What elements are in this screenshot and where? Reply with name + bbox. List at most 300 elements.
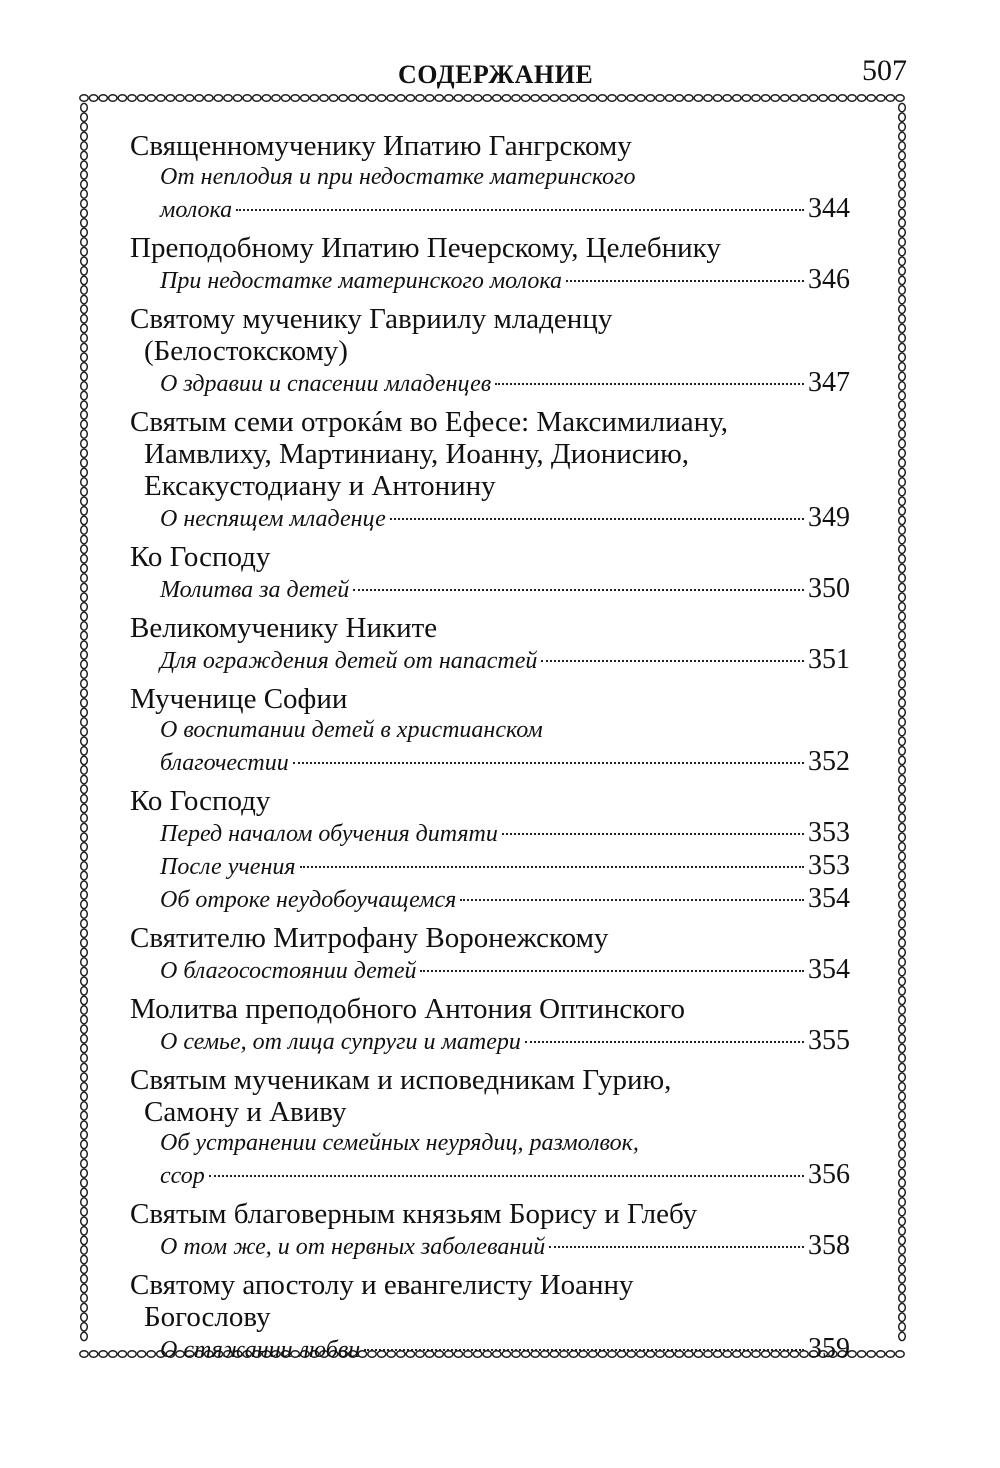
dot-leader [525,1041,804,1043]
border-ring [899,468,906,476]
border-ring [899,1131,906,1139]
border-ring [329,95,337,102]
heading-line: Самону и Авиву [144,1096,347,1128]
toc-item-text: ссор [160,1163,205,1189]
border-ring [233,95,241,102]
toc-item [130,883,850,916]
border-ring [81,833,88,841]
border-ring [81,315,88,323]
border-ring [176,95,184,102]
border-ring [454,95,462,102]
border-ring [899,257,906,265]
entry-heading [130,1269,850,1333]
border-ring [81,900,88,908]
border-ring [771,95,779,102]
toc-item-text: Молитва за детей [160,577,350,603]
border-ring [81,756,88,764]
border-ring [81,641,88,649]
border-ring [81,1207,88,1215]
border-ring [899,113,906,121]
border-ring [358,95,366,102]
border-ring [899,910,906,918]
border-ring [81,1140,88,1148]
border-ring [81,497,88,505]
border-ring [899,833,906,841]
border-ring [685,95,693,102]
border-ring [656,95,664,102]
heading-line: Мученице Софии [130,683,348,715]
border-ring [81,795,88,803]
border-ring [899,987,906,995]
border-ring [637,95,645,102]
border-ring [899,1313,906,1321]
border-ring [81,555,88,563]
border-ring [301,95,309,102]
border-ring [899,843,906,851]
toc-entry [130,922,850,987]
border-ring [877,1351,885,1358]
border-ring [81,1179,88,1187]
border-ring [899,737,906,745]
border-ring [899,1025,906,1033]
border-ring [857,1351,865,1358]
border-ring [81,142,88,150]
border-ring [81,430,88,438]
border-ring [473,95,481,102]
border-ring [899,478,906,486]
border-ring [899,363,906,371]
border-ring [608,95,616,102]
border-ring [368,95,376,102]
entry-heading [130,406,850,502]
border-ring [899,209,906,217]
border-ring [81,996,88,1004]
border-ring [81,1121,88,1129]
border-ring [899,718,906,726]
dot-leader [541,660,804,662]
border-ring [899,1073,906,1081]
border-ring [81,1111,88,1119]
toc-page-number: 344 [808,193,850,224]
border-ring [81,372,88,380]
border-ring [397,95,405,102]
border-ring [349,95,357,102]
border-ring [81,1188,88,1196]
border-ring [81,363,88,371]
border-ring [752,95,760,102]
border-ring [81,1159,88,1167]
border-ring [899,1179,906,1187]
border-ring [81,871,88,879]
border-ring [899,526,906,534]
border-ring [214,95,222,102]
border-ring [899,123,906,131]
border-ring [723,95,731,102]
entry-heading [130,922,850,954]
border-ring [819,95,827,102]
border-ring [899,622,906,630]
border-ring [483,95,491,102]
border-ring [704,95,712,102]
toc-item [130,193,850,226]
border-ring [899,1083,906,1091]
border-ring [195,95,203,102]
toc-item [130,264,850,297]
border-ring [675,95,683,102]
border-ring [899,679,906,687]
border-ring [137,95,145,102]
dot-leader [566,280,804,282]
heading-line: Молитва преподобного Антония Оптинского [130,993,686,1025]
border-ring [899,929,906,937]
border-ring [81,612,88,620]
border-ring [81,1083,88,1091]
border-ring [81,919,88,927]
entry-heading [130,232,850,264]
border-ring [185,95,193,102]
border-ring [81,180,88,188]
border-ring [899,1217,906,1225]
toc-item-text: молока [160,197,233,223]
toc-entry [130,1198,850,1263]
heading-line: Святым семи отрокáм во Ефесе: Максимилиану, [130,406,728,438]
border-ring [899,574,906,582]
border-ring [81,622,88,630]
border-ring [899,142,906,150]
border-ring [899,1044,906,1052]
border-ring [81,766,88,774]
border-ring [81,1246,88,1254]
toc-page-number: 351 [808,644,850,675]
border-ring [81,1054,88,1062]
border-ring [899,103,906,111]
border-ring [81,1303,88,1311]
toc-page-number: 349 [808,502,850,533]
border-ring [81,267,88,275]
border-ring [512,95,520,102]
border-ring [81,411,88,419]
border-ring [81,1217,88,1225]
toc-entry [130,785,850,916]
border-ring [147,95,155,102]
toc-item-text: О том же, и от нервных заболеваний [160,1234,546,1260]
border-ring [899,459,906,467]
border-ring [899,1159,906,1167]
border-ring [899,343,906,351]
border-ring [81,276,88,284]
border-ring [899,1092,906,1100]
border-ring [109,95,117,102]
heading-line: Великомученику Никите [130,612,438,644]
border-ring [899,228,906,236]
entry-heading [130,541,850,573]
border-ring [899,977,906,985]
border-ring [291,95,299,102]
border-ring [89,95,97,102]
toc-item [130,817,850,850]
border-ring [899,804,906,812]
border-ring [899,276,906,284]
border-ring [81,228,88,236]
border-ring [81,603,88,611]
border-ring [81,929,88,937]
border-ring [81,948,88,956]
border-ring [886,95,894,102]
toc-page-number: 355 [808,1025,850,1056]
border-ring [899,382,906,390]
border-ring [899,756,906,764]
border-ring [81,1332,88,1340]
border-ring [899,583,906,591]
border-ring [502,95,510,102]
border-ring [81,910,88,918]
border-ring [899,1102,906,1110]
border-ring [81,775,88,783]
border-ring [272,95,280,102]
entry-heading [130,303,850,367]
border-ring [899,1111,906,1119]
toc-item-text: При недостатке материнского молока [160,268,562,294]
border-ring [310,95,318,102]
border-ring [886,1351,894,1358]
border-ring [694,95,702,102]
border-ring [81,1150,88,1158]
border-ring [899,161,906,169]
border-ring [617,95,625,102]
heading-line: Святому мученику Гавриилу младенцу [130,303,613,335]
border-ring [899,555,906,563]
border-ring [899,1227,906,1235]
heading-line: Ко Господу [130,541,271,573]
border-ring [899,641,906,649]
border-ring [877,95,885,102]
border-ring [99,1351,107,1358]
border-ring [569,95,577,102]
border-ring [435,95,443,102]
border-ring [899,535,906,543]
toc-item [130,1025,850,1058]
border-ring [899,881,906,889]
border-ring [899,660,906,668]
border-ring [81,526,88,534]
border-ring [81,1063,88,1071]
border-ring [81,891,88,899]
border-ring [896,95,904,102]
border-ring [899,900,906,908]
border-ring [560,95,568,102]
toc-item-text: благочестии [160,750,289,776]
border-ring [761,95,769,102]
border-ring [579,95,587,102]
border-ring [445,95,453,102]
border-ring [81,286,88,294]
heading-line: (Белостокскому) [144,335,348,367]
border-ring [899,1207,906,1215]
heading-line: Иамвлиху, Мартиниану, Иоанну, Дионисию, [144,438,690,470]
border-ring [81,583,88,591]
border-ring [899,1035,906,1043]
border-ring [899,967,906,975]
border-ring [781,95,789,102]
border-ring [81,343,88,351]
border-ring [899,948,906,956]
border-ring [81,823,88,831]
border-ring [81,1255,88,1263]
border-ring [81,535,88,543]
border-ring [81,459,88,467]
border-ring [109,1351,117,1358]
border-ring [899,1246,906,1254]
border-ring [899,939,906,947]
border-ring [81,257,88,265]
entry-heading [130,1198,850,1230]
border-ring [81,1313,88,1321]
border-ring [899,852,906,860]
border-ring [81,439,88,447]
border-ring [899,775,906,783]
border-ring [81,737,88,745]
toc-page-number: 353 [808,817,850,848]
border-ring [899,891,906,899]
border-ring [867,95,875,102]
border-ring [899,1150,906,1158]
border-ring [899,919,906,927]
border-ring [899,1188,906,1196]
toc-item-text: О благосостоянии детей [160,958,417,984]
toc-page-number: 354 [808,883,850,914]
border-ring [157,95,165,102]
border-ring [81,852,88,860]
border-ring [899,1303,906,1311]
border-ring [899,190,906,198]
border-ring [899,1054,906,1062]
toc-item-text: О неспящем младенце [160,506,386,532]
border-ring [81,247,88,255]
border-ring [899,1015,906,1023]
toc-entry [130,683,850,779]
border-ring [598,95,606,102]
dot-leader [293,762,804,764]
heading-line: Священномученику Ипатию Гангрскому [130,130,632,162]
border-ring [118,95,126,102]
entry-subtitle-line: О воспитании детей в христианском [160,717,543,743]
border-ring [81,1169,88,1177]
border-ring [81,161,88,169]
border-ring [899,372,906,380]
border-ring [899,334,906,342]
border-ring [81,1275,88,1283]
border-ring [81,660,88,668]
border-ring [89,1351,97,1358]
border-ring [899,430,906,438]
heading-line: Святым мученикам и исповедникам Гурию, [130,1064,672,1096]
toc-item-text: После учения [160,854,296,880]
border-ring [790,95,798,102]
border-ring [81,804,88,812]
border-ring [99,95,107,102]
border-ring [848,95,856,102]
border-ring [81,487,88,495]
entry-heading [130,612,850,644]
border-ring [899,315,906,323]
border-ring [81,564,88,572]
dot-leader [364,1349,804,1351]
border-ring [81,747,88,755]
border-ring [81,987,88,995]
border-ring [253,95,261,102]
border-ring [899,1236,906,1244]
border-ring [81,507,88,515]
border-ring [387,95,395,102]
border-ring [339,95,347,102]
border-ring [81,574,88,582]
border-ring [81,324,88,332]
border-ring [899,651,906,659]
border-ring [899,420,906,428]
border-ring [857,95,865,102]
border-ring [81,1015,88,1023]
border-ring [81,1236,88,1244]
border-ring [899,411,906,419]
border-ring [899,295,906,303]
border-ring [899,871,906,879]
border-ring [81,401,88,409]
border-ring [800,95,808,102]
page-number: 507 [862,54,907,87]
border-ring [899,996,906,1004]
toc-page-number: 358 [808,1230,850,1261]
border-ring [899,353,906,361]
dot-leader [236,209,804,211]
heading-line: Святому апостолу и евангелисту Иоанну [130,1269,634,1301]
border-ring [899,1140,906,1148]
border-ring [166,95,174,102]
toc-item [130,954,850,987]
border-ring [81,939,88,947]
toc-page-number: 353 [808,850,850,881]
border-ring [899,305,906,313]
entry-heading [130,993,850,1025]
toc-entry [130,612,850,677]
toc-entry [130,993,850,1058]
border-ring [550,95,558,102]
border-ring [899,180,906,188]
border-ring [81,295,88,303]
border-ring [899,391,906,399]
border-ring [899,564,906,572]
border-ring [665,95,673,102]
border-ring [713,95,721,102]
border-ring [81,103,88,111]
border-ring [899,1121,906,1129]
border-ring [281,95,289,102]
border-ring [81,1035,88,1043]
toc-item-text: Перед началом обучения дитяти [160,821,498,847]
border-ring [899,1284,906,1292]
border-ring [899,603,906,611]
border-ring [81,353,88,361]
toc-entry [130,232,850,297]
dot-leader [209,1175,804,1177]
entry-heading [130,130,850,162]
border-ring [899,747,906,755]
toc-item [130,1159,850,1192]
border-ring [81,1102,88,1110]
border-ring [81,132,88,140]
border-ring [81,679,88,687]
border-ring [416,95,424,102]
border-ring [493,95,501,102]
